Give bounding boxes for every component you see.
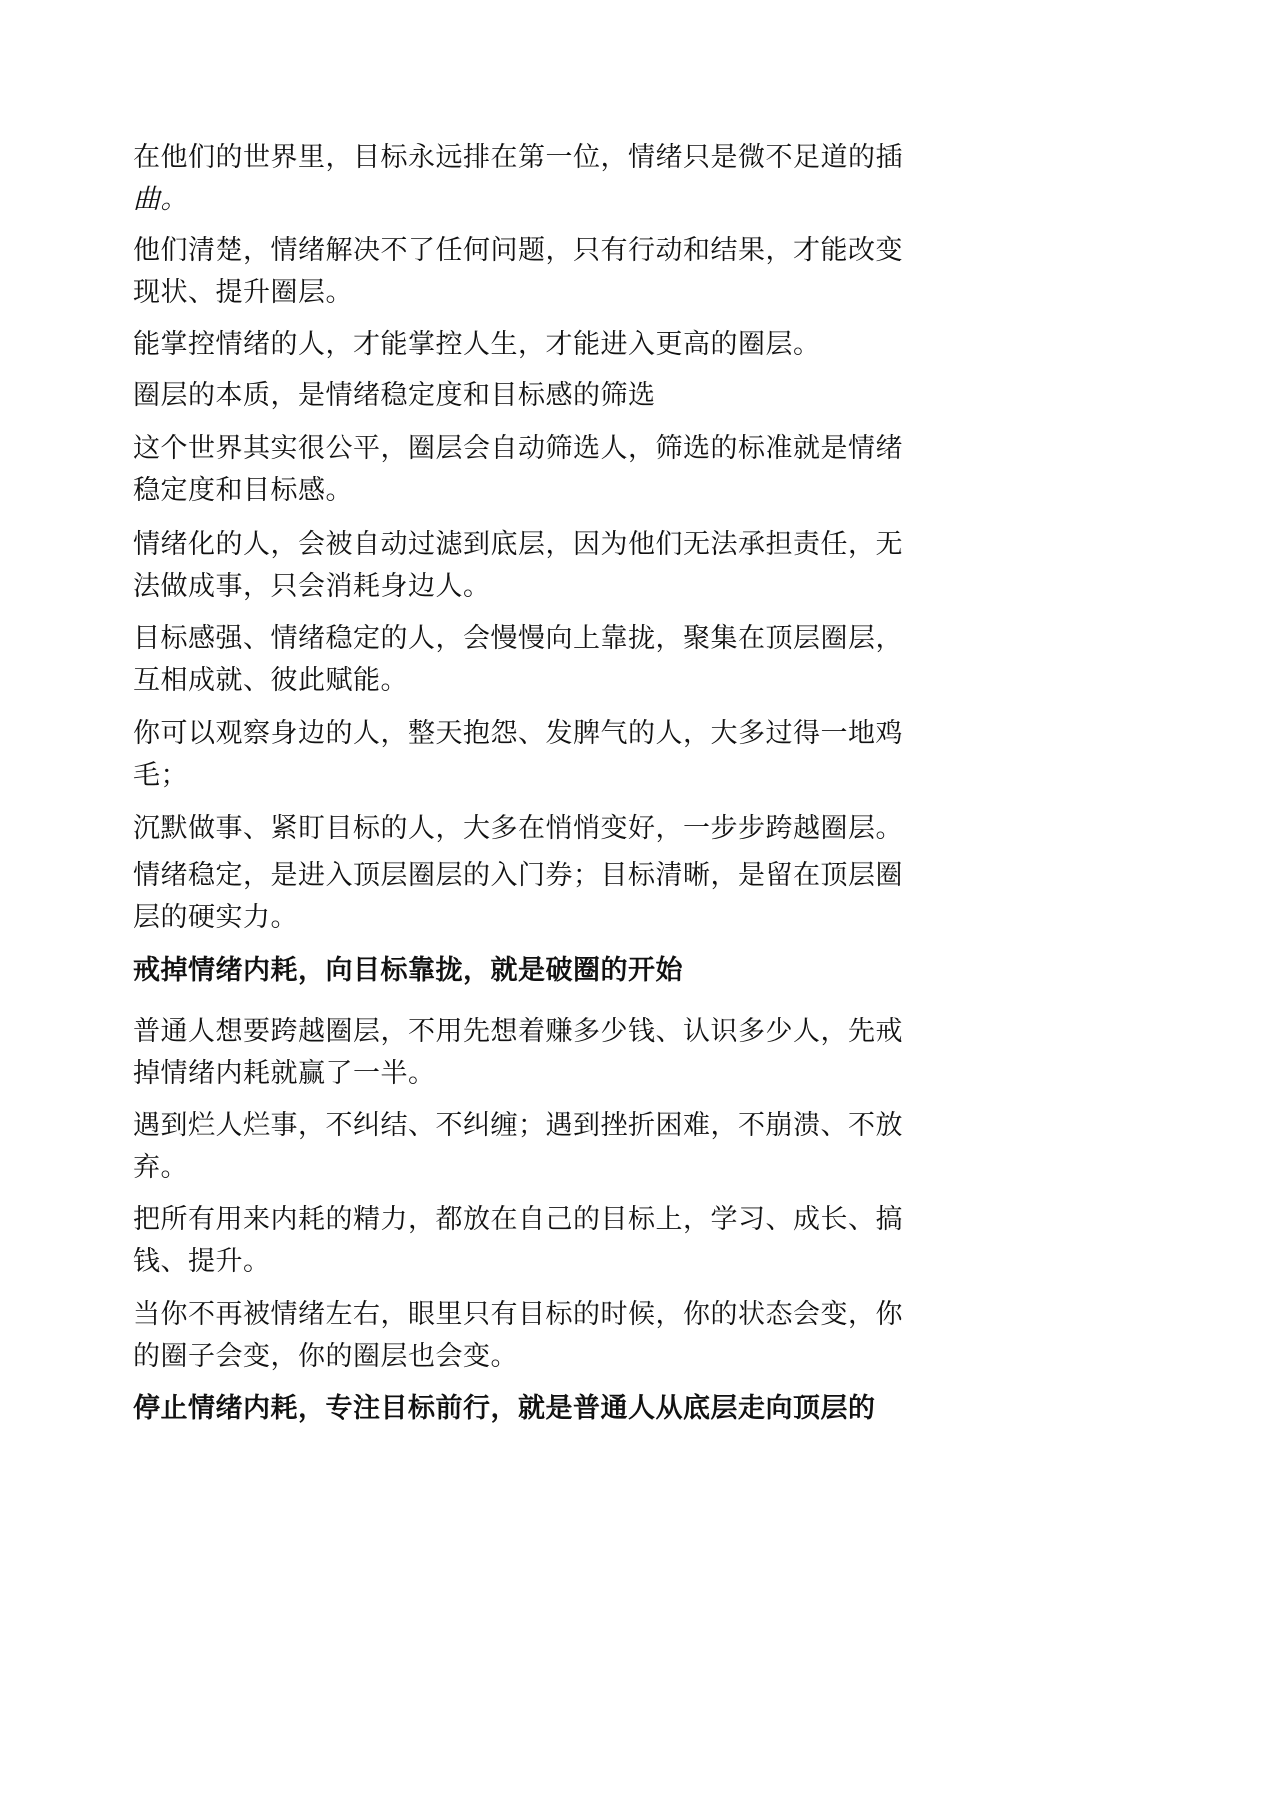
paragraph-7: 你可以观察身边的人，整天抱怨、发脾气的人，大多过得一地鸡 毛； [133, 718, 903, 791]
paragraph-9: 情绪稳定，是进入顶层圈层的入门券；目标清晰，是留在顶层圈 层的硬实力。 [133, 860, 903, 933]
section-heading-2: 戒掉情绪内耗，向目标靠拢，就是破圈的开始 [133, 955, 683, 986]
paragraph-3: 能掌控情绪的人，才能掌控人生，才能进入更高的圈层。 [133, 329, 821, 360]
section-heading-3: 停止情绪内耗，专注目标前行，就是普通人从底层走向顶层的 [133, 1393, 876, 1424]
paragraph-11: 遇到烂人烂事，不纠结、不纠缠；遇到挫折困难，不崩溃、不放 弃。 [133, 1110, 903, 1183]
paragraph-13: 当你不再被情绪左右，眼里只有目标的时候，你的状态会变，你 的圈子会变，你的圈层也会变。 [133, 1299, 903, 1372]
paragraph-6: 目标感强、情绪稳定的人，会慢慢向上靠拢，聚集在顶层圈层， 互相成就、彼此赋能。 [133, 623, 903, 696]
paragraph-2: 他们清楚，情绪解决不了任何问题，只有行动和结果，才能改变 现状、提升圈层。 [133, 235, 903, 308]
paragraph-8: 沉默做事、紧盯目标的人，大多在悄悄变好，一步步跨越圈层。 [133, 813, 903, 844]
paragraph-5: 情绪化的人，会被自动过滤到底层，因为他们无法承担责任，无 法做成事，只会消耗身边人。 [133, 529, 903, 602]
paragraph-4: 这个世界其实很公平，圈层会自动筛选人，筛选的标准就是情绪 稳定度和目标感。 [133, 433, 903, 506]
section-heading-1: 圈层的本质，是情绪稳定度和目标感的筛选 [133, 380, 656, 411]
paragraph-12: 把所有用来内耗的精力，都放在自己的目标上，学习、成长、搞 钱、提升。 [133, 1204, 903, 1277]
paragraph-10: 普通人想要跨越圈层，不用先想着赚多少钱、认识多少人，先戒 掉情绪内耗就赢了一半。 [133, 1016, 903, 1089]
paragraph-1 [133, 137, 953, 221]
paragraph-1-italic-text: 曲。 [133, 184, 188, 215]
paragraph-1-text: 在他们的世界里，目标永远排在第一位，情绪只是微不足道的插 [133, 142, 903, 173]
